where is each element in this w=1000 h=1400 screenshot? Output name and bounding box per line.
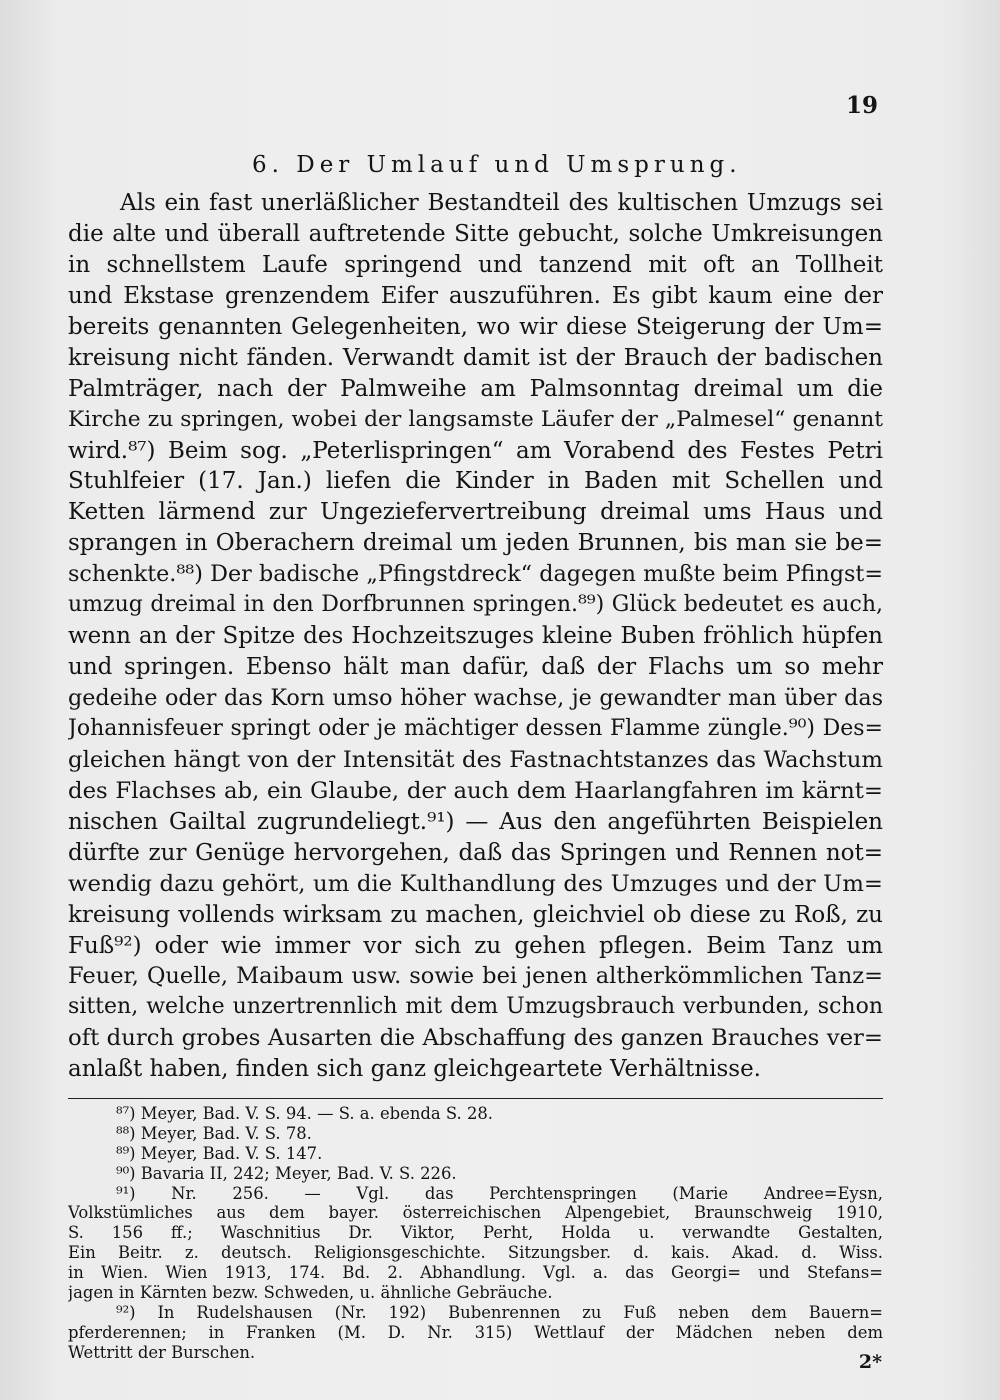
footnote-line: Volkstümliches aus dem bayer. österreichischen Alpengebiet, Braunschweig 1910, <box>68 1203 883 1223</box>
body-line: schenkte.⁸⁸) Der badische „Pfingstdreck“ dagegen mußte beim Pfingst= <box>68 561 883 588</box>
footnote-line: ⁹¹) Nr. 256. — Vgl. das Perchtenspringen (Marie Andree=Eysn, <box>116 1183 883 1203</box>
body-line: bereits genannten Gelegenheiten, wo wir diese Steigerung der Um= <box>68 313 883 340</box>
body-line: umzug dreimal in den Dorfbrunnen springen.⁸⁹) Glück bedeutet es auch, <box>68 592 883 618</box>
body-text <box>68 188 883 1085</box>
page-number: 19 <box>845 92 878 119</box>
body-line: nischen Gailtal zugrundeliegt.⁹¹) — Aus den angeführten Beispielen <box>68 808 883 835</box>
footnote-line: ⁹²) In Rudelshausen (Nr. 192) Bubenrennen zu Fuß neben dem Bauern= <box>116 1302 883 1322</box>
body-line: kreisung nicht fänden. Verwandt damit ist der Brauch der badischen <box>68 344 883 371</box>
body-line: Johannisfeuer springt oder je mächtiger dessen Flamme züngle.⁹⁰) Des= <box>68 715 883 741</box>
footnote-line: ⁸⁹) Meyer, Bad. V. S. 147. <box>116 1143 323 1163</box>
footnote-line: jagen in Kärnten bezw. Schweden, u. ähnliche Gebräuche. <box>68 1283 553 1303</box>
footnote-line: pferderennen; in Franken (M. D. Nr. 315) Wettlauf der Mädchen neben dem <box>68 1322 883 1342</box>
footnote-divider <box>68 1098 883 1099</box>
body-line: oft durch grobes Ausarten die Abschaffung des ganzen Brauches ver= <box>68 1025 883 1052</box>
body-line: und springen. Ebenso hält man dafür, daß der Flachs um so mehr <box>68 654 883 681</box>
body-line: dürfte zur Genüge hervorgehen, daß das Springen und Rennen not= <box>68 839 883 866</box>
section-heading: 6. Der Umlauf und Umsprung. <box>252 152 742 178</box>
body-line: Palmträger, nach der Palmweihe am Palmsonntag dreimal um die <box>68 375 883 402</box>
body-line: gleichen hängt von der Intensität des Fastnachtstanzes das Wachstum <box>68 746 883 773</box>
body-line: wenn an der Spitze des Hochzeitszuges kleine Buben fröhlich hüpfen <box>68 623 883 650</box>
body-line: anlaßt haben, finden sich ganz gleichgeartete Verhältnisse. <box>68 1056 761 1083</box>
signature-mark: 2* <box>858 1351 882 1373</box>
footnote-line: ⁸⁸) Meyer, Bad. V. S. 78. <box>116 1123 312 1143</box>
body-line: die alte und überall auftretende Sitte gebucht, solche Umkreisungen <box>68 220 883 247</box>
footnote-line: Wettritt der Burschen. <box>68 1342 256 1362</box>
footnote-line: in Wien. Wien 1913, 174. Bd. 2. Abhandlung. Vgl. a. das Georgi= und Stefans= <box>68 1263 883 1283</box>
body-line: sitten, welche unzertrennlich mit dem Umzugsbrauch verbunden, schon <box>68 994 883 1020</box>
body-line: und Ekstase grenzendem Eifer auszuführen. Es gibt kaum eine der <box>68 282 883 309</box>
body-line: kreisung vollends wirksam zu machen, gleichviel ob diese zu Roß, zu <box>68 901 883 928</box>
footnote-line: ⁹⁰) Bavaria II, 242; Meyer, Bad. V. S. 226. <box>116 1163 457 1183</box>
footnote-line: Ein Beitr. z. deutsch. Religionsgeschichte. Sitzungsber. d. kais. Akad. d. Wiss. <box>68 1243 883 1263</box>
body-line: des Flachses ab, ein Glaube, der auch dem Haarlangfahren im kärnt= <box>68 777 883 804</box>
body-line: Ketten lärmend zur Ungeziefervertreibung dreimal ums Haus und <box>68 499 883 526</box>
footnote-line: ⁸⁷) Meyer, Bad. V. S. 94. — S. a. ebenda S. 28. <box>116 1104 494 1123</box>
body-line: wendig dazu gehört, um die Kulthandlung des Umzuges und der Um= <box>68 870 883 897</box>
body-line: Fuß⁹²) oder wie immer vor sich zu gehen pflegen. Beim Tanz um <box>68 932 883 959</box>
body-line: wird.⁸⁷) Beim sog. „Peterlispringen“ am Vorabend des Festes Petri <box>68 437 883 464</box>
body-line: Feuer, Quelle, Maibaum usw. sowie bei jenen altherkömmlichen Tanz= <box>68 963 883 990</box>
body-line: in schnellstem Laufe springend und tanzend mit oft an Tollheit <box>68 251 883 278</box>
body-line: Stuhlfeier (17. Jan.) liefen die Kinder in Baden mit Schellen und <box>68 468 883 495</box>
footnotes <box>68 1104 883 1363</box>
body-line: gedeihe oder das Korn umso höher wachse, je gewandter man über das <box>68 685 883 711</box>
footnote-line: S. 156 ff.; Waschnitius Dr. Viktor, Perht, Holda u. verwandte Gestalten, <box>68 1223 883 1243</box>
body-line: Als ein fast unerläßlicher Bestandteil des kultischen Umzugs sei <box>120 190 883 216</box>
body-line: sprangen in Oberachern dreimal um jeden Brunnen, bis man sie be= <box>68 530 883 557</box>
body-line: Kirche zu springen, wobei der langsamste Läufer der „Palmesel“ genannt <box>68 406 883 432</box>
